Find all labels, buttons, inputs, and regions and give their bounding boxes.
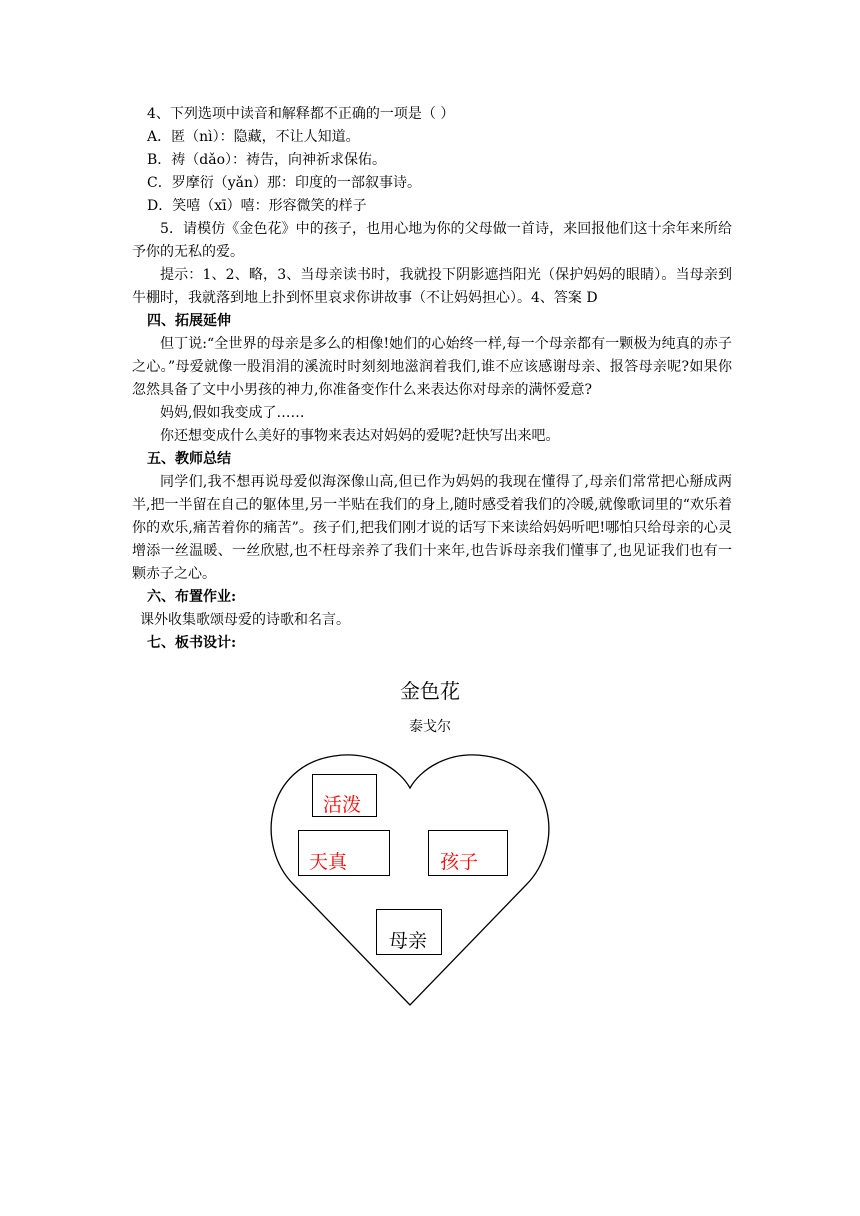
option-d: D．笑嘻（xī）嘻：形容微笑的样子 [147, 198, 367, 214]
document-body [132, 103, 732, 655]
option-b: B．祷（dǎo）：祷告，向神祈求保佑。 [147, 152, 387, 168]
board-title: 金色花 [400, 679, 460, 703]
board-box-child-label: 孩子 [440, 851, 479, 873]
board-box-child [428, 830, 508, 876]
summary-paragraph: 同学们,我不想再说母爱似海深像山高,但已作为妈妈的我现在懂得了,母亲们常常把心掰成两半,把一半留在自己的躯体里,另一半贴在我们的身上,随时感受着我们的冷暖,就像歌词里的“欢乐着你的欢乐,痛苦着你的痛苦”。孩子们,把我们刚才说的话写下来读给妈妈听吧!哪怕只给母亲的心灵增添一丝温暖、一丝欣慰,也不枉母亲养了我们十来年,也告诉母亲我们懂事了,也见证我们也有一颗赤子之心。 [132, 474, 732, 582]
board-box-lively-label: 活泼 [323, 794, 362, 816]
board-box-innocent [298, 830, 390, 876]
extension-paragraph: 但丁说:“全世界的母亲是多么的相像!她们的心始终一样,每一个母亲都有一颗极为纯真的赤子之心。”母爱就像一股涓涓的溪流时时刻刻地滋润着我们,谁不应该感谢母亲、报答母亲呢?如果你忽然具备了文中小男孩的神力,你准备变作什么来表达你对母亲的满怀爱意? [132, 336, 732, 398]
board-box-innocent-label: 天真 [309, 851, 348, 873]
extension-prompt: 妈妈,假如我变成了…… [160, 405, 305, 421]
section-heading-extension: 四、拓展延伸 [147, 313, 231, 329]
board-box-lively [312, 774, 377, 817]
option-c: C．罗摩衍（yǎn）那：印度的一部叙事诗。 [147, 175, 421, 191]
question-4: 4、下列选项中读音和解释都不正确的一项是（ ） [147, 106, 455, 122]
answer-hint: 提示：1、2、略，3、当母亲读书时，我就投下阴影遮挡阳光（保护妈妈的眼睛）。当母亲到牛棚时，我就落到地上扑到怀里哀求你讲故事（不让妈妈担心）。4、答案 D [132, 267, 732, 306]
board-box-mother [376, 909, 442, 955]
section-heading-summary: 五、教师总结 [147, 451, 231, 467]
question-5: 5．请模仿《金色花》中的孩子，也用心地为你的父母做一首诗，来回报他们这十余年来所给予你的无私的爱。 [132, 221, 732, 260]
extension-question: 你还想变成什么美好的事物来表达对妈妈的爱呢?赶快写出来吧。 [160, 428, 560, 444]
option-a: A．匿（nì）：隐藏，不让人知道。 [147, 129, 360, 145]
section-heading-board: 七、板书设计: [147, 635, 237, 651]
board-author: 泰戈尔 [409, 719, 451, 735]
heart-shape [262, 752, 558, 1008]
section-heading-homework: 六、布置作业: [147, 589, 237, 605]
board-box-mother-label: 母亲 [389, 930, 428, 952]
homework-paragraph: 课外收集歌颂母爱的诗歌和名言。 [140, 612, 350, 628]
